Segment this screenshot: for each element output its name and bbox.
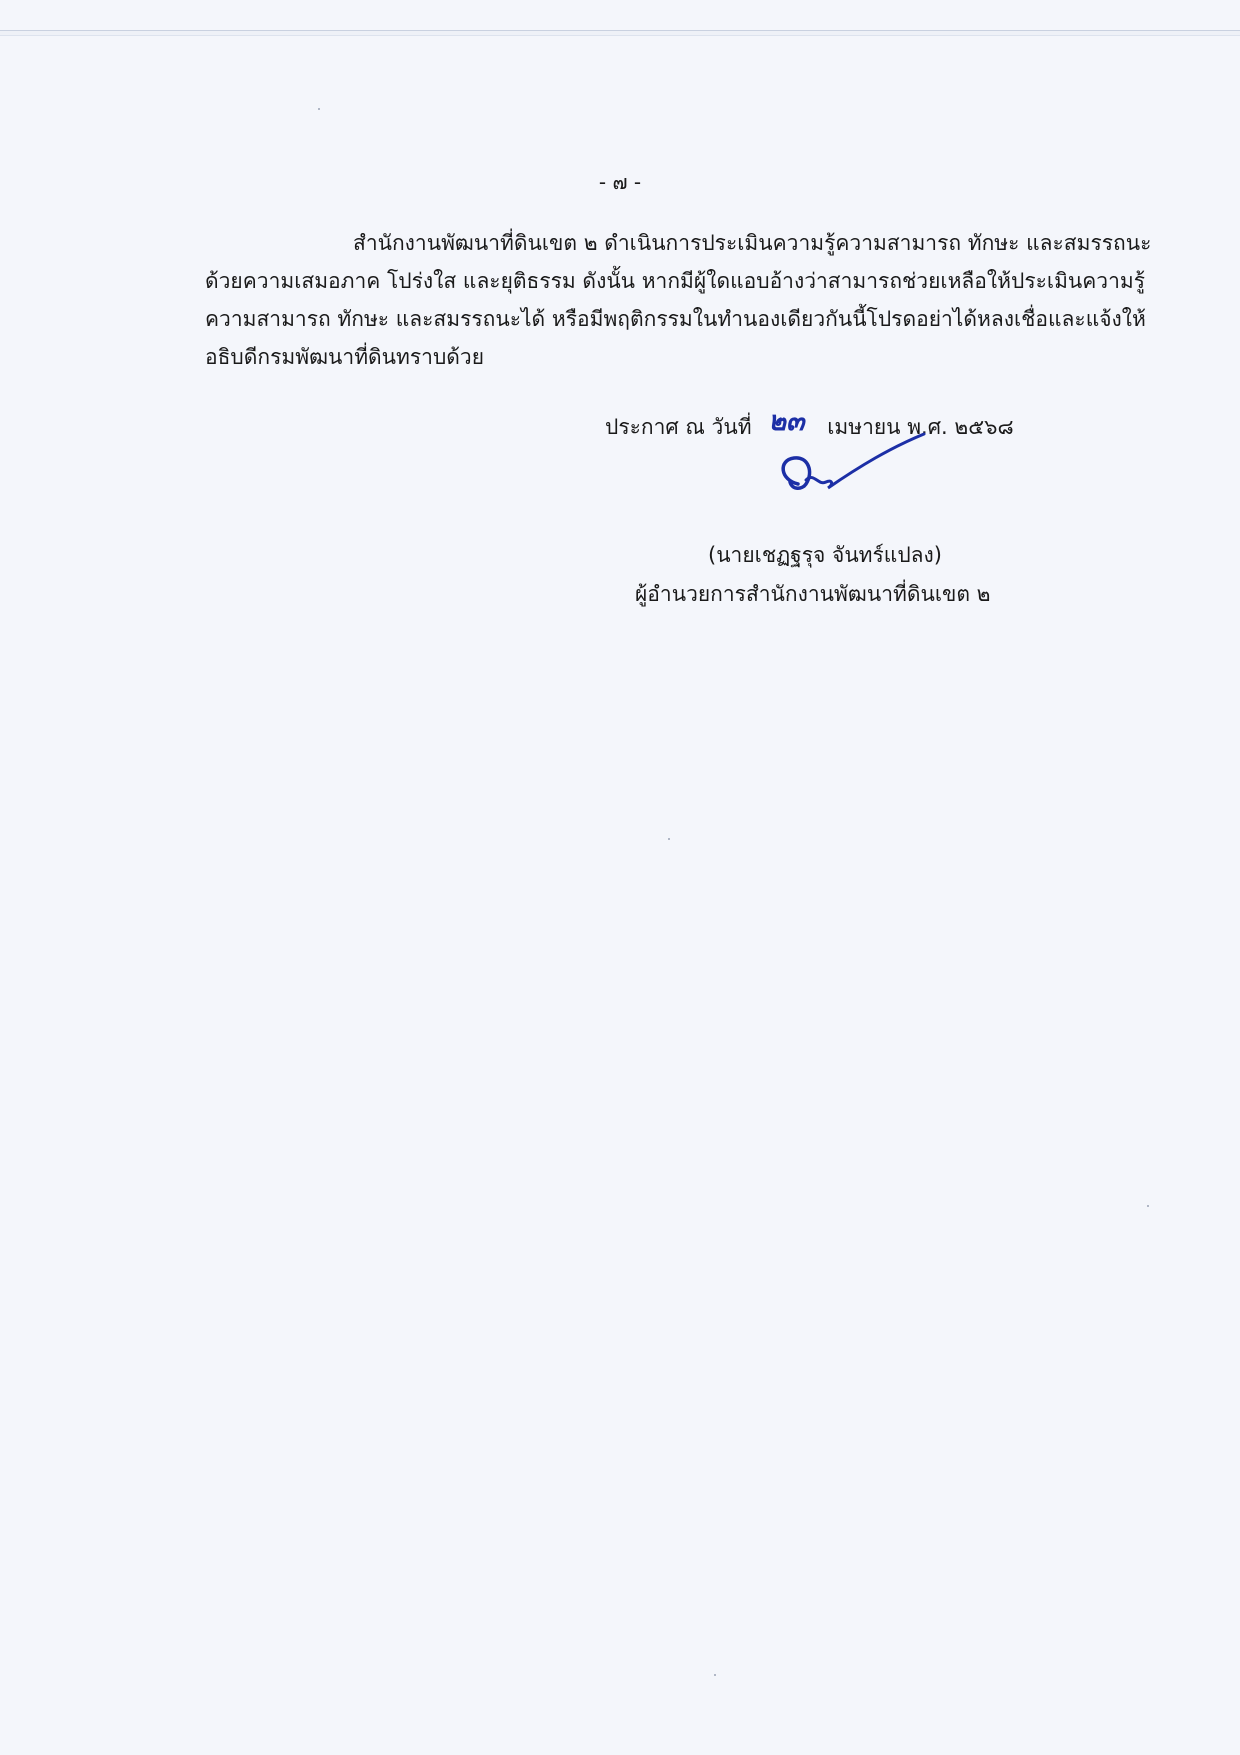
dateline-month-year: เมษายน พ.ศ. ๒๕๖๘: [827, 415, 1014, 439]
scan-speck: [668, 838, 670, 840]
signer-name: (นายเชฏฐรุจ จันทร์แปลง): [708, 543, 942, 567]
handwritten-day: ๒๓: [768, 406, 805, 437]
signer-title: ผู้อำนวยการสำนักงานพัฒนาที่ดินเขต ๒: [635, 582, 991, 606]
body-line-1: สำนักงานพัฒนาที่ดินเขต ๒ ดำเนินการประเมินความรู้ความสามารถ ทักษะ และสมรรถนะ: [353, 231, 1152, 255]
body-line-2: ด้วยความเสมอภาค โปร่งใส และยุติธรรม ดังนั้น หากมีผู้ใดแอบอ้างว่าสามารถช่วยเหลือให้ประเมินความรู้: [205, 269, 1146, 293]
scan-speck: [318, 108, 320, 110]
dateline-prefix: ประกาศ ณ วันที่: [605, 415, 752, 439]
scan-edge-line: [0, 30, 1240, 36]
page-number: - ๗ -: [598, 170, 642, 194]
signature-mark: [770, 432, 930, 512]
body-line-3: ความสามารถ ทักษะ และสมรรถนะได้ หรือมีพฤติกรรมในทำนองเดียวกันนี้โปรดอย่าได้หลงเชื่อและแจ้งให้: [205, 307, 1146, 331]
announcement-body: [205, 224, 1152, 376]
scan-speck: [1147, 1205, 1149, 1207]
scan-speck: [714, 1674, 716, 1676]
body-line-4: อธิบดีกรมพัฒนาที่ดินทราบด้วย: [205, 345, 485, 369]
